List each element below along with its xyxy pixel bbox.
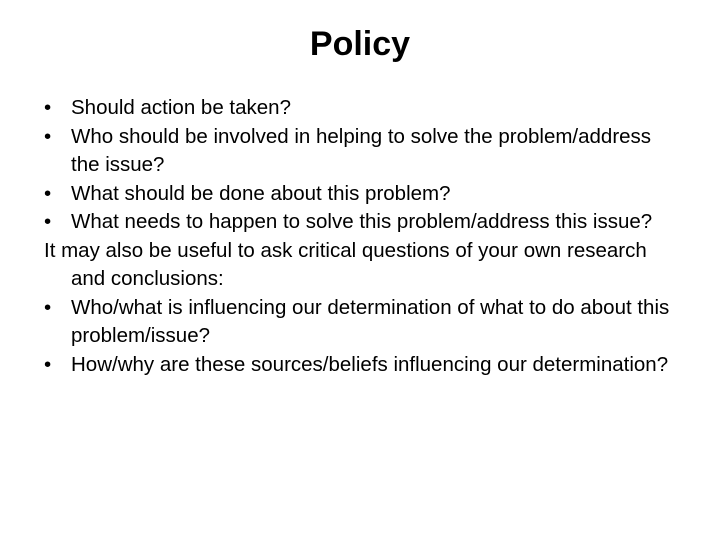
slide-title: Policy [309, 25, 411, 63]
bullet-item: • What needs to happen to solve this problem/address this issue? [44, 208, 684, 237]
intro-paragraph: It may also be useful to ask critical questions of your own research and conclusions: [44, 238, 647, 290]
bullet-item: • How/why are these sources/beliefs influencing our determination? [44, 351, 684, 380]
bullet-item: • Who/what is influencing our determination of what to do about this problem/issue? [44, 294, 684, 351]
bullet-item: • Who should be involved in helping to solve the problem/address the issue? [44, 123, 684, 180]
bullet-item: • Should action be taken? [44, 94, 684, 123]
slide-body [44, 94, 684, 379]
bullet-item: • What should be done about this problem? [44, 180, 684, 209]
